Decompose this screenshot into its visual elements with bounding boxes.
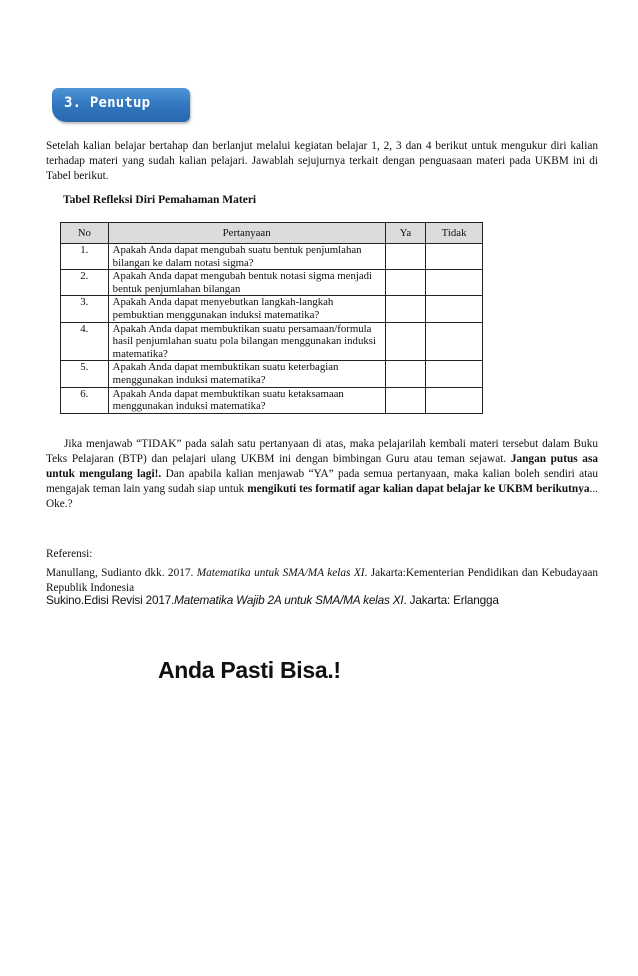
table-title: Tabel Refleksi Diri Pemahaman Materi xyxy=(63,194,257,206)
closing-text-3: ... Oke.? xyxy=(46,483,598,510)
answer-no-cell[interactable] xyxy=(426,361,483,387)
answer-no-cell[interactable] xyxy=(426,296,483,322)
answer-yes-cell[interactable] xyxy=(385,387,426,413)
answer-no-cell[interactable] xyxy=(426,270,483,296)
row-number: 5. xyxy=(61,361,109,387)
row-question: Apakah Anda dapat mengubah suatu bentuk penjumlahan bilangan ke dalam notasi sigma? xyxy=(108,244,385,270)
reflection-table xyxy=(60,222,483,414)
closing-text-1: Jika menjawab “TIDAK” pada salah satu pertanyaan di atas, maka pelajarilah kembali materi tersebut dalam Buku Teks Pelajaran (BTP) dan pelajari ulang UKBM ini dengan bimbingan Guru atau teman sejawat. xyxy=(46,438,598,465)
answer-yes-cell[interactable] xyxy=(385,361,426,387)
reference-2-title: Matematika Wajib 2A untuk SMA/MA kelas XI xyxy=(174,593,404,607)
row-question: Apakah Anda dapat menyebutkan langkah-langkah pembuktian menggunakan induksi matematika? xyxy=(108,296,385,322)
answer-yes-cell[interactable] xyxy=(385,244,426,270)
reference-1-publisher: . Jakarta:Kementerian Pendidikan dan Kebudayaan Republik Indonesia xyxy=(46,567,599,594)
closing-emphasis-1: Jangan putus asa untuk mengulang lagi!. xyxy=(46,453,598,480)
table-row xyxy=(61,244,483,270)
row-question: Apakah Anda dapat membuktikan suatu keterbagian menggunakan induksi matematika? xyxy=(108,361,385,387)
row-number: 2. xyxy=(61,270,109,296)
answer-no-cell[interactable] xyxy=(426,322,483,361)
section-title: 3. Penutup xyxy=(64,95,151,111)
table-row xyxy=(61,270,483,296)
table-row xyxy=(61,387,483,413)
row-number: 6. xyxy=(61,387,109,413)
reference-2 xyxy=(46,593,499,607)
row-number: 3. xyxy=(61,296,109,322)
answer-no-cell[interactable] xyxy=(426,387,483,413)
table-row xyxy=(61,361,483,387)
header-yes: Ya xyxy=(385,223,426,244)
motto: Anda Pasti Bisa.! xyxy=(158,657,341,683)
reference-1-author: Manullang, Sudianto dkk. 2017. xyxy=(46,567,197,579)
header-question: Pertanyaan xyxy=(108,223,385,244)
answer-yes-cell[interactable] xyxy=(385,296,426,322)
closing-text-2: Dan apabila kalian menjawab “YA” pada semua pertanyaan, maka kalian boleh sendiri atau mengajak teman lain yang sudah siap untuk xyxy=(46,468,599,495)
table-row xyxy=(61,296,483,322)
row-question: Apakah Anda dapat mengubah bentuk notasi sigma menjadi bentuk penjumlahan bilangan xyxy=(108,270,385,296)
answer-yes-cell[interactable] xyxy=(385,322,426,361)
header-no: No xyxy=(61,223,109,244)
row-question: Apakah Anda dapat membuktikan suatu ketaksamaan menggunakan induksi matematika? xyxy=(108,387,385,413)
reference-2-publisher: . Jakarta: Erlangga xyxy=(403,593,499,607)
row-number: 4. xyxy=(61,322,109,361)
reference-2-author: Sukino.Edisi Revisi 2017. xyxy=(46,593,175,607)
answer-yes-cell[interactable] xyxy=(385,270,426,296)
closing-emphasis-2: mengikuti tes formatif agar kalian dapat belajar ke UKBM berikutnya xyxy=(247,483,590,495)
intro-paragraph: Setelah kalian belajar bertahap dan berlanjut melalui kegiatan belajar 1, 2, 3 dan 4 berikut untuk mengukur diri kalian terhadap materi yang sudah kalian pelajari. Jawablah sejujurnya terkait dengan penguasaan materi pada UKBM ini di Tabel berikut. xyxy=(46,140,598,182)
table-header-row xyxy=(61,223,483,244)
closing-paragraph xyxy=(46,437,598,512)
reference-1-title: Matematika untuk SMA/MA kelas XI xyxy=(196,567,365,579)
reference-1 xyxy=(46,566,598,596)
answer-no-cell[interactable] xyxy=(426,244,483,270)
section-banner xyxy=(52,88,190,122)
row-question: Apakah Anda dapat membuktikan suatu persamaan/formula hasil penjumlahan suatu pola bilangan menggunakan induksi matematika? xyxy=(108,322,385,361)
table-row xyxy=(61,322,483,361)
header-no-answer: Tidak xyxy=(426,223,483,244)
row-number: 1. xyxy=(61,244,109,270)
references-heading: Referensi: xyxy=(46,548,93,560)
